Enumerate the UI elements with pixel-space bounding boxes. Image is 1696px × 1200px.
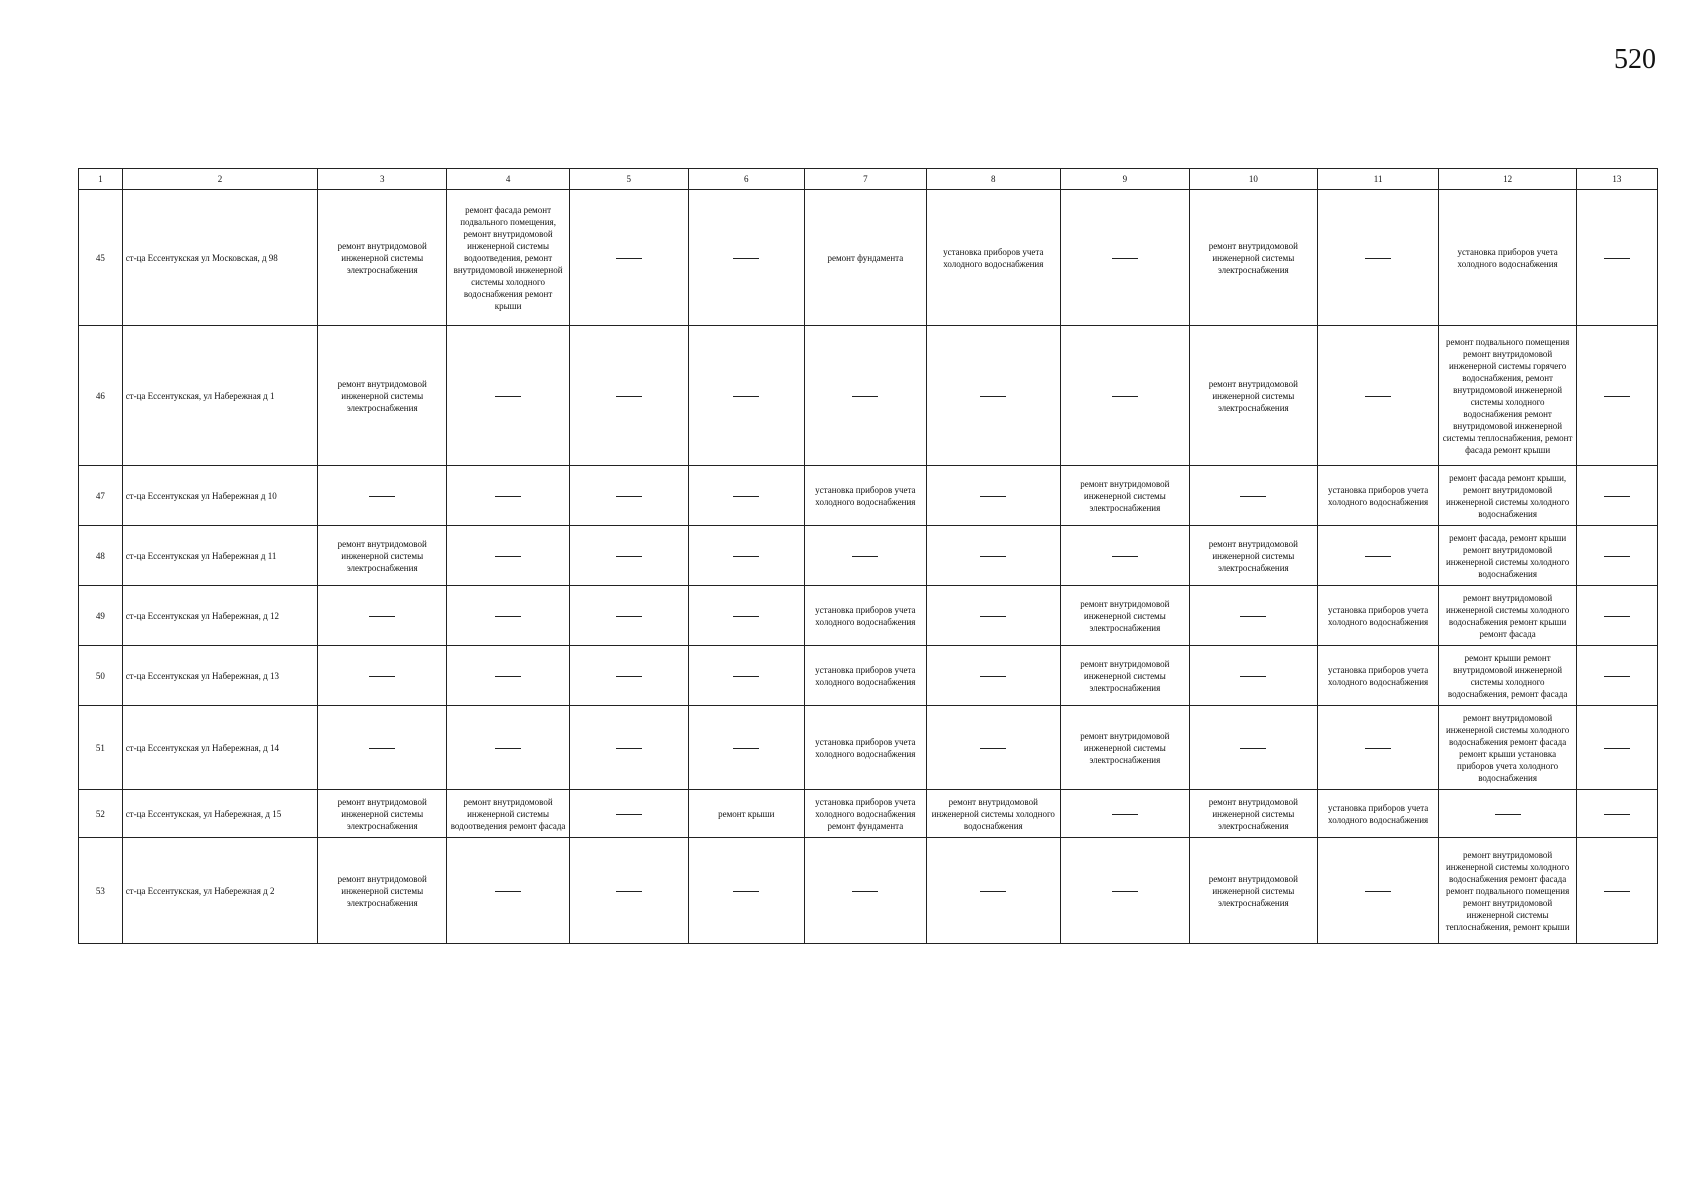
work-type-cell: ремонт внутридомовой инженерной системы электроснабжения xyxy=(318,790,447,838)
dash-mark xyxy=(1112,556,1138,557)
row-number-cell: 50 xyxy=(79,646,123,706)
dash-mark xyxy=(616,396,642,397)
dash-mark xyxy=(733,748,759,749)
dash-mark xyxy=(1365,396,1391,397)
row-number-cell: 47 xyxy=(79,466,123,526)
dash-mark xyxy=(1240,496,1266,497)
dash-mark xyxy=(980,556,1006,557)
empty-dash-cell xyxy=(447,326,570,466)
table-row xyxy=(79,190,1658,326)
work-type-cell: ремонт фундамента xyxy=(805,190,927,326)
work-type-cell: ремонт внутридомовой инженерной системы холодного водоснабжения xyxy=(926,790,1060,838)
empty-dash-cell xyxy=(569,790,688,838)
column-number-header-row xyxy=(79,169,1658,190)
address-cell: ст-ца Ессентукская ул Московская, д 98 xyxy=(122,190,318,326)
empty-dash-cell xyxy=(1189,586,1317,646)
dash-mark xyxy=(616,676,642,677)
empty-dash-cell xyxy=(569,838,688,944)
dash-mark xyxy=(852,891,878,892)
dash-mark xyxy=(980,676,1006,677)
row-number-cell: 53 xyxy=(79,838,123,944)
dash-mark xyxy=(1604,748,1630,749)
work-type-cell: ремонт внутридомовой инженерной системы электроснабжения xyxy=(318,526,447,586)
empty-dash-cell xyxy=(926,838,1060,944)
work-type-cell: установка приборов учета холодного водоснабжения xyxy=(805,586,927,646)
empty-dash-cell xyxy=(1439,790,1576,838)
work-type-cell: установка приборов учета холодного водоснабжения xyxy=(1317,586,1439,646)
work-type-cell: ремонт внутридомовой инженерной системы электроснабжения xyxy=(1189,838,1317,944)
table-row xyxy=(79,586,1658,646)
empty-dash-cell xyxy=(1576,466,1657,526)
address-cell: ст-ца Ессентукская, ул Набережная, д 15 xyxy=(122,790,318,838)
address-cell: ст-ца Ессентукская, ул Набережная д 2 xyxy=(122,838,318,944)
empty-dash-cell xyxy=(688,466,805,526)
empty-dash-cell xyxy=(1189,646,1317,706)
empty-dash-cell xyxy=(926,326,1060,466)
dash-mark xyxy=(980,396,1006,397)
empty-dash-cell xyxy=(688,646,805,706)
empty-dash-cell xyxy=(1317,190,1439,326)
work-type-cell: установка приборов учета холодного водоснабжения xyxy=(1317,790,1439,838)
empty-dash-cell xyxy=(688,586,805,646)
dash-mark xyxy=(495,396,521,397)
page-number: 520 xyxy=(1614,44,1656,75)
work-type-cell: ремонт внутридомовой инженерной системы электроснабжения xyxy=(1060,646,1189,706)
work-type-cell: ремонт фасада ремонт подвального помещения, ремонт внутридомовой инженерной системы водоотведения, ремонт внутридомовой инженерной системы холодного водоснабжения ремонт крыши xyxy=(447,190,570,326)
empty-dash-cell xyxy=(1189,706,1317,790)
dash-mark xyxy=(1604,676,1630,677)
empty-dash-cell xyxy=(805,326,927,466)
dash-mark xyxy=(495,556,521,557)
table-row xyxy=(79,466,1658,526)
empty-dash-cell xyxy=(1576,526,1657,586)
work-type-cell: ремонт внутридомовой инженерной системы холодного водоснабжения ремонт фасада ремонт крыши установка приборов учета холодного водоснабжения xyxy=(1439,706,1576,790)
work-type-cell: ремонт внутридомовой инженерной системы водоотведения ремонт фасада xyxy=(447,790,570,838)
dash-mark xyxy=(495,748,521,749)
dash-mark xyxy=(1112,396,1138,397)
dash-mark xyxy=(1604,258,1630,259)
work-type-cell: ремонт внутридомовой инженерной системы электроснабжения xyxy=(318,326,447,466)
table-row xyxy=(79,326,1658,466)
empty-dash-cell xyxy=(569,190,688,326)
empty-dash-cell xyxy=(1060,526,1189,586)
dash-mark xyxy=(1604,396,1630,397)
empty-dash-cell xyxy=(688,190,805,326)
work-type-cell: ремонт крыши xyxy=(688,790,805,838)
table-body xyxy=(79,190,1658,944)
dash-mark xyxy=(495,616,521,617)
dash-mark xyxy=(1604,616,1630,617)
dash-mark xyxy=(980,748,1006,749)
empty-dash-cell xyxy=(318,466,447,526)
dash-mark xyxy=(369,748,395,749)
address-cell: ст-ца Ессентукская, ул Набережная д 1 xyxy=(122,326,318,466)
empty-dash-cell xyxy=(318,706,447,790)
work-type-cell: ремонт внутридомовой инженерной системы электроснабжения xyxy=(1060,706,1189,790)
empty-dash-cell xyxy=(1060,838,1189,944)
empty-dash-cell xyxy=(926,646,1060,706)
empty-dash-cell xyxy=(447,838,570,944)
row-number-cell: 49 xyxy=(79,586,123,646)
row-number-cell: 45 xyxy=(79,190,123,326)
work-type-cell: ремонт внутридомовой инженерной системы холодного водоснабжения ремонт крыши ремонт фасада xyxy=(1439,586,1576,646)
column-number-header: 7 xyxy=(805,169,927,190)
empty-dash-cell xyxy=(1576,646,1657,706)
dash-mark xyxy=(616,891,642,892)
dash-mark xyxy=(616,258,642,259)
work-type-cell: ремонт крыши ремонт внутридомовой инженерной системы холодного водоснабжения, ремонт фасада xyxy=(1439,646,1576,706)
dash-mark xyxy=(369,616,395,617)
dash-mark xyxy=(733,258,759,259)
column-number-header: 2 xyxy=(122,169,318,190)
empty-dash-cell xyxy=(569,586,688,646)
table-row xyxy=(79,526,1658,586)
empty-dash-cell xyxy=(318,586,447,646)
empty-dash-cell xyxy=(1060,190,1189,326)
work-type-cell: установка приборов учета холодного водоснабжения xyxy=(1317,466,1439,526)
empty-dash-cell xyxy=(1576,326,1657,466)
empty-dash-cell xyxy=(1060,790,1189,838)
work-type-cell: установка приборов учета холодного водоснабжения xyxy=(926,190,1060,326)
dash-mark xyxy=(1112,814,1138,815)
work-type-cell: ремонт внутридомовой инженерной системы электроснабжения xyxy=(1060,466,1189,526)
empty-dash-cell xyxy=(447,466,570,526)
empty-dash-cell xyxy=(926,466,1060,526)
empty-dash-cell xyxy=(1317,838,1439,944)
dash-mark xyxy=(1495,814,1521,815)
work-type-cell: ремонт внутридомовой инженерной системы электроснабжения xyxy=(1189,790,1317,838)
work-type-cell: установка приборов учета холодного водоснабжения xyxy=(805,706,927,790)
empty-dash-cell xyxy=(1576,706,1657,790)
empty-dash-cell xyxy=(688,526,805,586)
dash-mark xyxy=(733,676,759,677)
dash-mark xyxy=(1240,676,1266,677)
work-type-cell: ремонт внутридомовой инженерной системы электроснабжения xyxy=(1189,326,1317,466)
work-type-cell: ремонт фасада, ремонт крыши ремонт внутридомовой инженерной системы холодного водоснабжения xyxy=(1439,526,1576,586)
row-number-cell: 48 xyxy=(79,526,123,586)
empty-dash-cell xyxy=(1576,790,1657,838)
address-cell: ст-ца Ессентукская ул Набережная, д 13 xyxy=(122,646,318,706)
dash-mark xyxy=(1604,556,1630,557)
table-row xyxy=(79,646,1658,706)
empty-dash-cell xyxy=(447,646,570,706)
dash-mark xyxy=(733,556,759,557)
work-type-cell: установка приборов учета холодного водоснабжения ремонт фундамента xyxy=(805,790,927,838)
column-number-header: 6 xyxy=(688,169,805,190)
repair-plan-table-container xyxy=(78,168,1658,944)
address-cell: ст-ца Ессентукская ул Набережная, д 14 xyxy=(122,706,318,790)
dash-mark xyxy=(495,891,521,892)
empty-dash-cell xyxy=(1317,706,1439,790)
dash-mark xyxy=(1112,258,1138,259)
dash-mark xyxy=(733,496,759,497)
empty-dash-cell xyxy=(569,526,688,586)
empty-dash-cell xyxy=(447,586,570,646)
column-number-header: 12 xyxy=(1439,169,1576,190)
empty-dash-cell xyxy=(447,706,570,790)
dash-mark xyxy=(369,676,395,677)
empty-dash-cell xyxy=(569,706,688,790)
empty-dash-cell xyxy=(926,706,1060,790)
dash-mark xyxy=(733,396,759,397)
work-type-cell: установка приборов учета холодного водоснабжения xyxy=(1439,190,1576,326)
empty-dash-cell xyxy=(1317,326,1439,466)
empty-dash-cell xyxy=(805,838,927,944)
work-type-cell: установка приборов учета холодного водоснабжения xyxy=(805,646,927,706)
dash-mark xyxy=(1604,496,1630,497)
empty-dash-cell xyxy=(1317,526,1439,586)
empty-dash-cell xyxy=(1576,190,1657,326)
column-number-header: 10 xyxy=(1189,169,1317,190)
empty-dash-cell xyxy=(447,526,570,586)
table-row xyxy=(79,838,1658,944)
work-type-cell: ремонт внутридомовой инженерной системы электроснабжения xyxy=(1189,190,1317,326)
column-number-header: 11 xyxy=(1317,169,1439,190)
dash-mark xyxy=(1604,891,1630,892)
column-number-header: 9 xyxy=(1060,169,1189,190)
table-row xyxy=(79,790,1658,838)
work-type-cell: ремонт внутридомовой инженерной системы холодного водоснабжения ремонт фасада ремонт подвального помещения ремонт внутридомовой инженерной системы теплоснабжения, ремонт крыши xyxy=(1439,838,1576,944)
empty-dash-cell xyxy=(569,326,688,466)
work-type-cell: установка приборов учета холодного водоснабжения xyxy=(1317,646,1439,706)
dash-mark xyxy=(495,496,521,497)
empty-dash-cell xyxy=(926,586,1060,646)
empty-dash-cell xyxy=(1576,586,1657,646)
work-type-cell: ремонт внутридомовой инженерной системы электроснабжения xyxy=(318,838,447,944)
work-type-cell: установка приборов учета холодного водоснабжения xyxy=(805,466,927,526)
empty-dash-cell xyxy=(926,526,1060,586)
dash-mark xyxy=(616,496,642,497)
dash-mark xyxy=(980,891,1006,892)
work-type-cell: ремонт подвального помещения ремонт внутридомовой инженерной системы горячего водоснабжения, ремонт внутридомовой инженерной системы холодного водоснабжения ремонт внутридомовой инженерной системы теплоснабжения, ремонт фасада ремонт крыши xyxy=(1439,326,1576,466)
column-number-header: 13 xyxy=(1576,169,1657,190)
work-type-cell: ремонт внутридомовой инженерной системы электроснабжения xyxy=(318,190,447,326)
empty-dash-cell xyxy=(688,326,805,466)
dash-mark xyxy=(733,891,759,892)
dash-mark xyxy=(980,496,1006,497)
dash-mark xyxy=(616,616,642,617)
dash-mark xyxy=(369,496,395,497)
dash-mark xyxy=(1365,748,1391,749)
empty-dash-cell xyxy=(569,646,688,706)
work-type-cell: ремонт внутридомовой инженерной системы электроснабжения xyxy=(1060,586,1189,646)
address-cell: ст-ца Ессентукская ул Набережная д 11 xyxy=(122,526,318,586)
dash-mark xyxy=(1240,616,1266,617)
row-number-cell: 51 xyxy=(79,706,123,790)
empty-dash-cell xyxy=(688,838,805,944)
dash-mark xyxy=(1112,891,1138,892)
empty-dash-cell xyxy=(1060,326,1189,466)
dash-mark xyxy=(852,556,878,557)
repair-plan-table xyxy=(78,168,1658,944)
row-number-cell: 52 xyxy=(79,790,123,838)
dash-mark xyxy=(1365,891,1391,892)
address-cell: ст-ца Ессентукская ул Набережная д 10 xyxy=(122,466,318,526)
table-row xyxy=(79,706,1658,790)
dash-mark xyxy=(616,748,642,749)
work-type-cell: ремонт фасада ремонт крыши, ремонт внутридомовой инженерной системы холодного водоснабжения xyxy=(1439,466,1576,526)
empty-dash-cell xyxy=(688,706,805,790)
empty-dash-cell xyxy=(805,526,927,586)
column-number-header: 3 xyxy=(318,169,447,190)
dash-mark xyxy=(1365,258,1391,259)
address-cell: ст-ца Ессентукская ул Набережная, д 12 xyxy=(122,586,318,646)
dash-mark xyxy=(1365,556,1391,557)
dash-mark xyxy=(495,676,521,677)
dash-mark xyxy=(1240,748,1266,749)
empty-dash-cell xyxy=(569,466,688,526)
dash-mark xyxy=(852,396,878,397)
row-number-cell: 46 xyxy=(79,326,123,466)
column-number-header: 5 xyxy=(569,169,688,190)
column-number-header: 1 xyxy=(79,169,123,190)
dash-mark xyxy=(980,616,1006,617)
dash-mark xyxy=(616,556,642,557)
work-type-cell: ремонт внутридомовой инженерной системы электроснабжения xyxy=(1189,526,1317,586)
dash-mark xyxy=(733,616,759,617)
empty-dash-cell xyxy=(1576,838,1657,944)
dash-mark xyxy=(1604,814,1630,815)
dash-mark xyxy=(616,814,642,815)
column-number-header: 4 xyxy=(447,169,570,190)
column-number-header: 8 xyxy=(926,169,1060,190)
empty-dash-cell xyxy=(1189,466,1317,526)
empty-dash-cell xyxy=(318,646,447,706)
